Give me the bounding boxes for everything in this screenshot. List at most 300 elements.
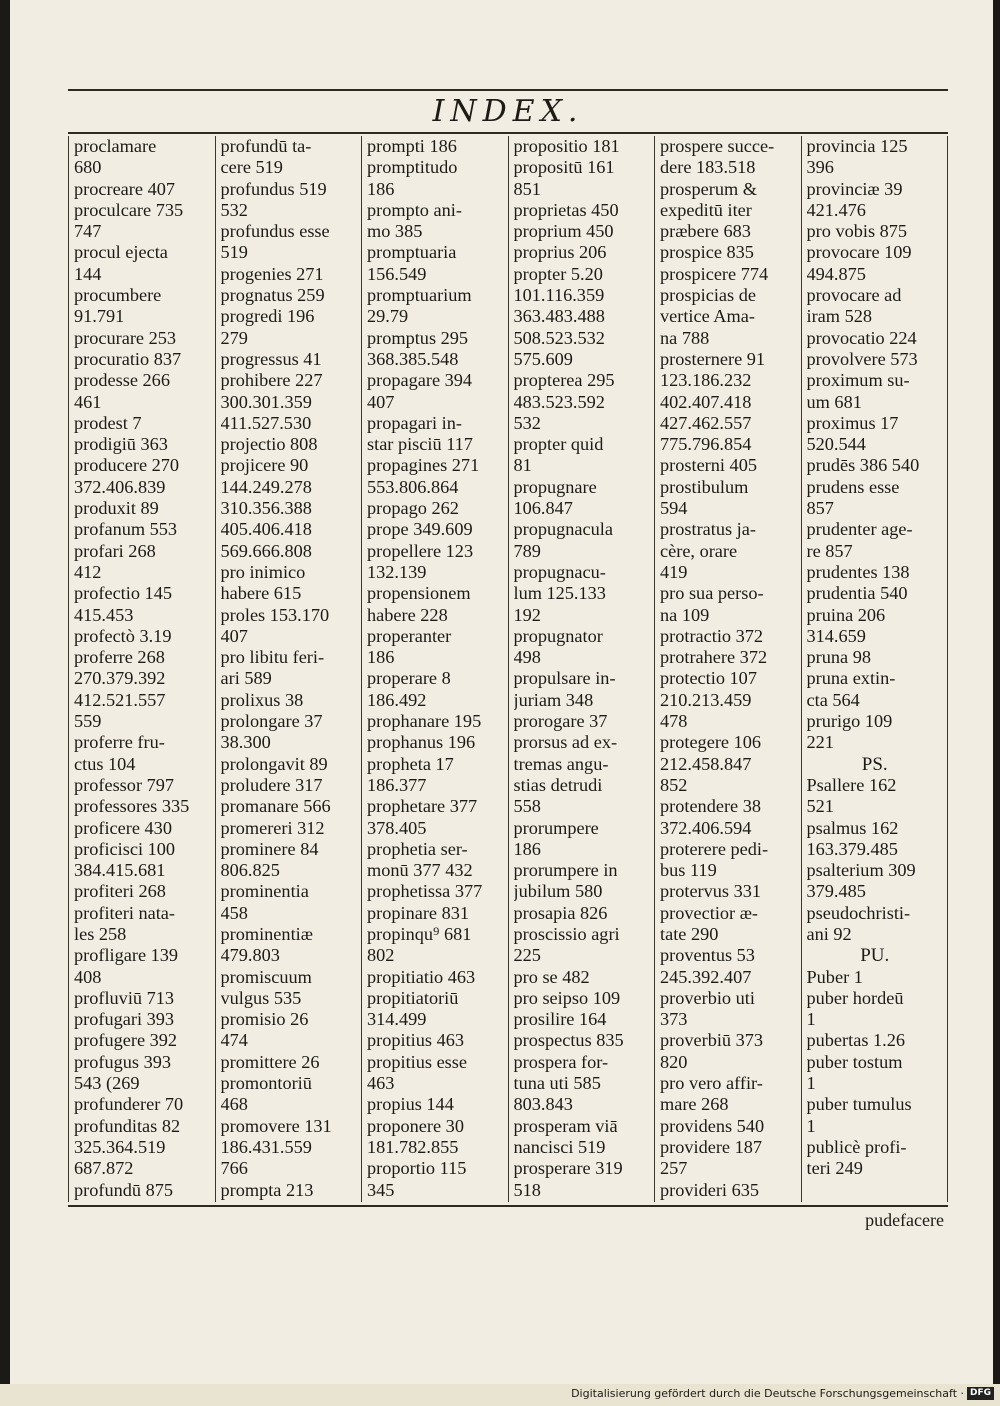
index-column — [68, 136, 215, 1202]
index-entry: publicè profi- — [806, 1136, 907, 1157]
index-entry: 186 — [367, 647, 395, 668]
index-entry: proprium 450 — [513, 221, 614, 242]
index-entry: 411.527.530 — [220, 412, 312, 433]
index-entry: prudenter age- — [806, 519, 913, 540]
index-entry: propterea 295 — [513, 370, 615, 391]
index-entry: pruina 206 — [806, 604, 886, 625]
index-entry: produxit 89 — [74, 498, 159, 519]
index-entry: 463 — [367, 1073, 395, 1094]
index-entry: procurare 253 — [74, 327, 177, 348]
index-entry: 372.406.839 — [74, 476, 166, 497]
index-entry: 91.791 — [74, 306, 125, 327]
index-entry: habere 228 — [367, 604, 448, 625]
index-entry: prompti 186 — [367, 136, 457, 156]
index-entry: propositū 161 — [513, 157, 615, 178]
index-entry: promptuarium — [367, 285, 472, 306]
index-entry: promontoriū — [220, 1073, 312, 1094]
index-entry: proverbio uti — [660, 987, 755, 1008]
index-entry: proprius 206 — [513, 242, 607, 263]
index-entry: proferre fru- — [74, 732, 165, 753]
index-entry: propitius esse — [367, 1051, 468, 1072]
index-entry: expeditū iter — [660, 199, 752, 220]
index-entry: 479.803 — [220, 945, 280, 966]
index-entry: 478 — [660, 711, 688, 732]
index-entry: propellere 123 — [367, 540, 474, 561]
index-entry: cta 564 — [806, 689, 860, 710]
index-entry: tremas angu- — [513, 753, 609, 774]
index-entry: prospectus 835 — [513, 1030, 624, 1051]
index-entry: profluviū 713 — [74, 987, 175, 1008]
index-entry: ani 92 — [806, 923, 852, 944]
index-entry: prorumpere in — [513, 860, 618, 881]
index-entry: prosperam viā — [513, 1115, 618, 1136]
index-entry: lum 125.133 — [513, 583, 606, 604]
index-entry: 106.847 — [513, 498, 573, 519]
index-entry: prompta 213 — [220, 1179, 314, 1200]
index-entry: prospicere 774 — [660, 263, 769, 284]
index-entry: Psallere 162 — [806, 774, 897, 795]
index-entry: 257 — [660, 1158, 688, 1179]
index-entry: 379.485 — [806, 881, 866, 902]
index-entry: 559 — [74, 711, 102, 732]
index-entry: proximus 17 — [806, 412, 899, 433]
index-entry: prosilire 164 — [513, 1009, 607, 1030]
index-entry: protectio 107 — [660, 668, 757, 689]
index-entry: na 109 — [660, 604, 710, 625]
index-entry: provideri 635 — [660, 1179, 760, 1200]
index-entry: propugnacula — [513, 519, 613, 540]
index-entry: 345 — [367, 1179, 395, 1200]
index-entry: prophanare 195 — [367, 711, 482, 732]
index-entry: 458 — [220, 902, 248, 923]
index-entry: prospera for- — [513, 1051, 609, 1072]
index-entry: provincia 125 — [806, 136, 908, 156]
index-entry: 803.843 — [513, 1094, 573, 1115]
index-entry: 806.825 — [220, 860, 280, 881]
index-entry: propinare 831 — [367, 902, 470, 923]
index-entry: provinciæ 39 — [806, 178, 903, 199]
index-entry: profanum 553 — [74, 519, 178, 540]
index-entry: puber tostum — [806, 1051, 903, 1072]
index-entry: promiscuum — [220, 966, 312, 987]
index-entry: propheta 17 — [367, 753, 454, 774]
index-entry: promovere 131 — [220, 1115, 332, 1136]
index-entry: stias detrudi — [513, 774, 603, 795]
index-entry: 310.356.388 — [220, 498, 312, 519]
index-entry: teri 249 — [806, 1158, 863, 1179]
index-entry: tate 290 — [660, 923, 719, 944]
index-entry: proficisci 100 — [74, 838, 176, 859]
index-entry: prodigiū 363 — [74, 434, 168, 455]
index-entry: profunderer 70 — [74, 1094, 184, 1115]
index-column — [654, 136, 801, 1202]
index-entry: pro vobis 875 — [806, 221, 908, 242]
index-entry: propitiatoriū — [367, 987, 459, 1008]
index-entry: profugere 392 — [74, 1030, 178, 1051]
index-entry: 820 — [660, 1051, 688, 1072]
index-entry: 518 — [513, 1179, 541, 1200]
index-entry: 483.523.592 — [513, 391, 605, 412]
index-entry: proponere 30 — [367, 1115, 464, 1136]
index-entry: 384.415.681 — [74, 860, 166, 881]
index-entry: 461 — [74, 391, 102, 412]
index-entry: prominentiæ — [220, 923, 313, 944]
index-entry: professores 335 — [74, 796, 190, 817]
index-column — [801, 136, 949, 1202]
index-entry: prodest 7 — [74, 412, 142, 433]
index-entry: proterere pedi- — [660, 838, 769, 859]
index-entry: 558 — [513, 796, 541, 817]
index-entry: 594 — [660, 498, 688, 519]
index-entry: 373 — [660, 1009, 688, 1030]
index-entry: 766 — [220, 1158, 248, 1179]
index-entry: pro seipso 109 — [513, 987, 621, 1008]
index-entry: progressus 41 — [220, 348, 322, 369]
index-entry: provectior æ- — [660, 902, 758, 923]
index-entry: 569.666.808 — [220, 540, 312, 561]
index-entry: tuna uti 585 — [513, 1073, 601, 1094]
index-entry: prolongare 37 — [220, 711, 323, 732]
index-entry: 494.875 — [806, 263, 866, 284]
index-entry: progenies 271 — [220, 263, 324, 284]
dfg-logo: DFG — [967, 1387, 994, 1400]
index-entry: profundus 519 — [220, 178, 327, 199]
digitization-credit: Digitalisierung gefördert durch die Deutsche Forschungsgemeinschaft · — [571, 1387, 964, 1400]
index-entry: puber tumulus — [806, 1094, 912, 1115]
index-entry: habere 615 — [220, 583, 302, 604]
index-entry: cere 519 — [220, 157, 283, 178]
index-entry: 186.431.559 — [220, 1136, 312, 1157]
index-entry: 225 — [513, 945, 541, 966]
index-entry: propagari in- — [367, 412, 462, 433]
index-entry: 123.186.232 — [660, 370, 752, 391]
index-entry: prodesse 266 — [74, 370, 170, 391]
index-entry: proprietas 450 — [513, 199, 619, 220]
index-entry: 132.139 — [367, 561, 427, 582]
index-entry: proferre 268 — [74, 647, 165, 668]
index-entry: 802 — [367, 945, 395, 966]
index-entry: 186.377 — [367, 774, 427, 795]
index-entry: prostibulum — [660, 476, 749, 497]
index-entry: 857 — [806, 498, 834, 519]
index-entry: prosapia 826 — [513, 902, 608, 923]
index-entry: provocatio 224 — [806, 327, 917, 348]
index-entry: procuratio 837 — [74, 348, 182, 369]
index-entry: proludere 317 — [220, 774, 323, 795]
index-entry: proportio 115 — [367, 1158, 467, 1179]
index-entry: prompto ani- — [367, 199, 462, 220]
index-entry: properanter — [367, 625, 452, 646]
index-entry: prospicias de — [660, 285, 756, 306]
index-entry: 408 — [74, 966, 102, 987]
index-entry: na 788 — [660, 327, 710, 348]
index-entry: prope 349.609 — [367, 519, 473, 540]
index-entry: dere 183.518 — [660, 157, 756, 178]
index-entry: 314.659 — [806, 625, 866, 646]
index-entry: prosterni 405 — [660, 455, 757, 476]
index-entry: progredi 196 — [220, 306, 315, 327]
index-entry: 186 — [513, 838, 541, 859]
index-entry: profundus esse — [220, 221, 330, 242]
index-entry: 532 — [513, 412, 541, 433]
index-entry: providens 540 — [660, 1115, 765, 1136]
index-entry: 520.544 — [806, 434, 866, 455]
index-entry: prosperare 319 — [513, 1158, 623, 1179]
index-entry: 270.379.392 — [74, 668, 166, 689]
section-heading: PU. — [860, 945, 890, 967]
index-entry: 519 — [220, 242, 248, 263]
index-entry: 402.407.418 — [660, 391, 752, 412]
index-entry: præbere 683 — [660, 221, 751, 242]
index-entry: prospere succe- — [660, 136, 775, 156]
book-page — [10, 0, 993, 1384]
index-entry: 300.301.359 — [220, 391, 312, 412]
index-entry: 427.462.557 — [660, 412, 752, 433]
index-entry: prolixus 38 — [220, 689, 304, 710]
index-entry: projicere 90 — [220, 455, 309, 476]
index-entry: 372.406.594 — [660, 817, 752, 838]
index-entry: juriam 348 — [513, 689, 594, 710]
index-entry: 680 — [74, 157, 102, 178]
index-entry: profundū 875 — [74, 1179, 174, 1200]
index-entry: promptus 295 — [367, 327, 469, 348]
index-entry: pro se 482 — [513, 966, 590, 987]
header-rule-bottom — [68, 132, 948, 134]
index-entry: 156.549 — [367, 263, 427, 284]
index-entry: propter 5.20 — [513, 263, 603, 284]
index-entry: 210.213.459 — [660, 689, 752, 710]
index-entry: 181.782.855 — [367, 1136, 459, 1157]
index-entry: prudentes 138 — [806, 561, 910, 582]
index-entry: 378.405 — [367, 817, 427, 838]
index-entry: prophetissa 377 — [367, 881, 483, 902]
index-entry: puber hordeū — [806, 987, 904, 1008]
index-entry: 532 — [220, 199, 248, 220]
index-entry: propulsare in- — [513, 668, 616, 689]
index-entry: promereri 312 — [220, 817, 325, 838]
index-entry: vertice Ama- — [660, 306, 755, 327]
index-entry: proficere 430 — [74, 817, 172, 838]
index-entry: proximum su- — [806, 370, 910, 391]
index-column — [215, 136, 362, 1202]
index-entry: profectio 145 — [74, 583, 172, 604]
index-entry: ari 589 — [220, 668, 272, 689]
index-entry: psalterium 309 — [806, 860, 916, 881]
index-entry: providere 187 — [660, 1136, 763, 1157]
index-entry: psalmus 162 — [806, 817, 899, 838]
index-entry: provocare ad — [806, 285, 902, 306]
index-entry: 851 — [513, 178, 541, 199]
index-entry: prosternere 91 — [660, 348, 766, 369]
index-entry: prorumpere — [513, 817, 599, 838]
index-entry: 396 — [806, 157, 834, 178]
index-entry: properare 8 — [367, 668, 451, 689]
index-entry: propositio 181 — [513, 136, 620, 156]
index-entry: 186.492 — [367, 689, 427, 710]
section-heading: PS. — [861, 753, 888, 775]
index-entry: 279 — [220, 327, 248, 348]
index-entry: propter quid — [513, 434, 604, 455]
index-entry: 468 — [220, 1094, 248, 1115]
index-entry: promanare 566 — [220, 796, 331, 817]
index-entry: vulgus 535 — [220, 987, 302, 1008]
index-entry: 314.499 — [367, 1009, 427, 1030]
index-entry: 508.523.532 — [513, 327, 605, 348]
index-entry: bus 119 — [660, 860, 717, 881]
index-entry: 1 — [806, 1073, 816, 1094]
index-entry: 852 — [660, 774, 688, 795]
index-entry: pseudochristi- — [806, 902, 911, 923]
index-entry: profugari 393 — [74, 1009, 175, 1030]
index-entry: 363.483.488 — [513, 306, 605, 327]
index-entry: 325.364.519 — [74, 1136, 166, 1157]
index-entry: proverbiū 373 — [660, 1030, 764, 1051]
index-entry: pro vero affir- — [660, 1073, 763, 1094]
index-entry: 789 — [513, 540, 541, 561]
index-entry: 775.796.854 — [660, 434, 752, 455]
index-entry: 144 — [74, 263, 102, 284]
index-entry: 543 (269 — [74, 1073, 140, 1094]
index-entry: 186 — [367, 178, 395, 199]
index-entry: prorogare 37 — [513, 711, 608, 732]
index-entry: procul ejecta — [74, 242, 168, 263]
index-entry: protrahere 372 — [660, 647, 768, 668]
index-entry: 412.521.557 — [74, 689, 166, 710]
index-entry: protegere 106 — [660, 732, 762, 753]
index-entry: 575.609 — [513, 348, 573, 369]
index-entry: 415.453 — [74, 604, 134, 625]
index-entry: propagare 394 — [367, 370, 473, 391]
index-entry: 212.458.847 — [660, 753, 752, 774]
index-entry: prognatus 259 — [220, 285, 325, 306]
index-entry: 421.476 — [806, 199, 866, 220]
index-entry: propitius 463 — [367, 1030, 464, 1051]
index-entry: professor 797 — [74, 774, 175, 795]
index-entry: prorsus ad ex- — [513, 732, 618, 753]
index-entry: 1 — [806, 1009, 816, 1030]
index-entry: profectò 3.19 — [74, 625, 172, 646]
index-entry: propinqu⁹ 681 — [367, 923, 472, 944]
index-entry: profari 268 — [74, 540, 156, 561]
index-entry: Puber 1 — [806, 966, 863, 987]
index-entry: promptuaria — [367, 242, 457, 263]
index-entry: mare 268 — [660, 1094, 729, 1115]
index-entry: 687.872 — [74, 1158, 134, 1179]
index-entry: um 681 — [806, 391, 862, 412]
index-entry: prurigo 109 — [806, 711, 893, 732]
index-entry: prudens esse — [806, 476, 900, 497]
index-entry: protractio 372 — [660, 625, 764, 646]
index-entry: profiteri 268 — [74, 881, 166, 902]
index-entry: les 258 — [74, 923, 127, 944]
index-entry: ctus 104 — [74, 753, 136, 774]
index-entry: 81 — [513, 455, 532, 476]
index-entry: propugnacu- — [513, 561, 606, 582]
index-entry: 407 — [367, 391, 395, 412]
index-entry: pruna 98 — [806, 647, 871, 668]
index-entry: promittere 26 — [220, 1051, 320, 1072]
index-entry: cère, orare — [660, 540, 738, 561]
index-entry: prolongavit 89 — [220, 753, 328, 774]
index-entry: 144.249.278 — [220, 476, 312, 497]
index-entry: prudēs 386 540 — [806, 455, 920, 476]
index-entry: protervus 331 — [660, 881, 762, 902]
index-entry: provocare 109 — [806, 242, 912, 263]
index-entry: pro libitu feri- — [220, 647, 325, 668]
index-entry: 192 — [513, 604, 541, 625]
index-entry: promisio 26 — [220, 1009, 309, 1030]
index-entry: propagines 271 — [367, 455, 480, 476]
index-entry: producere 270 — [74, 455, 180, 476]
index-entry: pubertas 1.26 — [806, 1030, 905, 1051]
index-entry: pro sua perso- — [660, 583, 764, 604]
index-entry: profunditas 82 — [74, 1115, 181, 1136]
index-entry: 412 — [74, 561, 102, 582]
index-entry: mo 385 — [367, 221, 423, 242]
index-entry: prudentia 540 — [806, 583, 908, 604]
index-entry: 407 — [220, 625, 248, 646]
index-entry: iram 528 — [806, 306, 872, 327]
index-entry: propago 262 — [367, 498, 459, 519]
index-entry: prosperum & — [660, 178, 757, 199]
footer-rule — [68, 1205, 948, 1207]
index-entry: 498 — [513, 647, 541, 668]
index-entry: profundū ta- — [220, 136, 312, 156]
index-entry: proles 153.170 — [220, 604, 330, 625]
index-entry: prospice 835 — [660, 242, 754, 263]
index-column — [361, 136, 508, 1202]
page-title: INDEX. — [432, 94, 584, 129]
index-entry: 419 — [660, 561, 688, 582]
index-entry: jubilum 580 — [513, 881, 603, 902]
index-entry: prophetare 377 — [367, 796, 478, 817]
index-entry: proscissio agri — [513, 923, 620, 944]
index-entry: provolvere 573 — [806, 348, 918, 369]
index-entry: profligare 139 — [74, 945, 179, 966]
index-entry: nancisci 519 — [513, 1136, 606, 1157]
index-entry: 38.300 — [220, 732, 271, 753]
index-entry: 474 — [220, 1030, 248, 1051]
index-entry: prostratus ja- — [660, 519, 756, 540]
index-entry: 405.406.418 — [220, 519, 312, 540]
index-entry: propius 144 — [367, 1094, 454, 1115]
index-entry: protendere 38 — [660, 796, 762, 817]
index-entry: profugus 393 — [74, 1051, 171, 1072]
index-entry: profiteri nata- — [74, 902, 176, 923]
index-entry: 1 — [806, 1115, 816, 1136]
index-entry: 163.379.485 — [806, 838, 898, 859]
index-entry: promptitudo — [367, 157, 458, 178]
index-entry: prominere 84 — [220, 838, 319, 859]
index-entry: 747 — [74, 221, 102, 242]
index-entry: star pisciū 117 — [367, 434, 473, 455]
index-column — [508, 136, 655, 1202]
index-entry: 29.79 — [367, 306, 409, 327]
index-entry: 101.116.359 — [513, 285, 605, 306]
index-entry: monū 377 432 — [367, 860, 473, 881]
index-entry: procumbere — [74, 285, 162, 306]
index-entry: prophetia ser- — [367, 838, 468, 859]
index-entry: pro inimico — [220, 561, 306, 582]
index-entry: prohibere 227 — [220, 370, 323, 391]
index-entry: procreare 407 — [74, 178, 175, 199]
index-entry: propugnare — [513, 476, 597, 497]
header-rule-top — [68, 89, 948, 91]
index-entry: propensionem — [367, 583, 471, 604]
index-entry: 245.392.407 — [660, 966, 752, 987]
index-entry: proculcare 735 — [74, 199, 184, 220]
index-entry: proclamare — [74, 136, 157, 156]
